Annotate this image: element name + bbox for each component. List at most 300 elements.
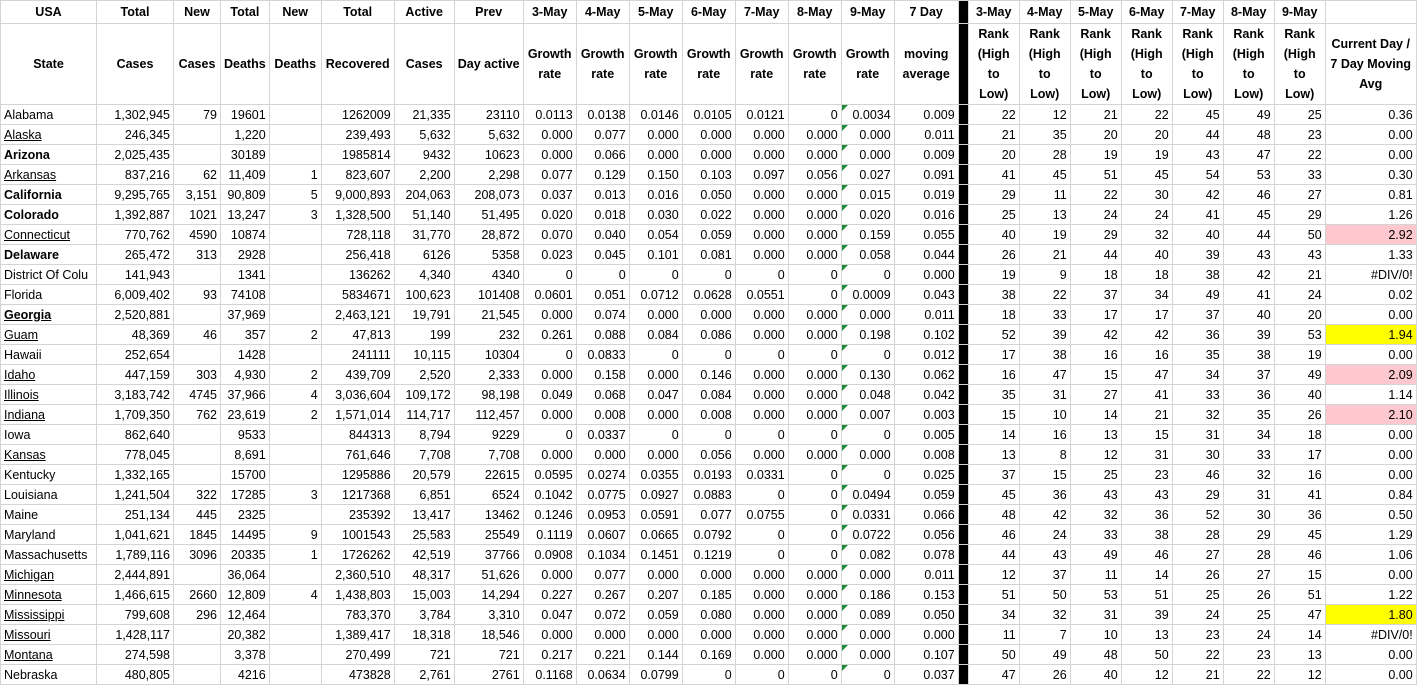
data-cell[interactable]: 39 (1121, 605, 1172, 625)
data-cell[interactable]: 0.84 (1325, 485, 1416, 505)
state-name-cell[interactable]: Louisiana (1, 485, 97, 505)
state-name-cell[interactable]: Delaware (1, 245, 97, 265)
data-cell[interactable]: 439,709 (321, 365, 394, 385)
data-cell[interactable]: 0.016 (629, 185, 682, 205)
data-cell[interactable]: 0.1168 (523, 665, 576, 685)
data-cell[interactable]: 0.000 (735, 625, 788, 645)
data-cell[interactable]: 0.50 (1325, 505, 1416, 525)
data-cell[interactable]: 1,709,350 (97, 405, 174, 425)
data-cell[interactable]: 48,317 (394, 565, 454, 585)
data-cell[interactable]: 0 (629, 345, 682, 365)
data-cell[interactable]: 761,646 (321, 445, 394, 465)
data-cell[interactable]: 15 (968, 405, 1019, 425)
data-cell[interactable]: 25 (968, 205, 1019, 225)
data-cell[interactable]: 0.1451 (629, 545, 682, 565)
data-cell[interactable]: 29 (1223, 525, 1274, 545)
column-header[interactable]: Total (97, 1, 174, 24)
data-cell[interactable]: 0.1034 (576, 545, 629, 565)
data-cell[interactable]: 0.00 (1325, 305, 1416, 325)
data-cell[interactable]: 42 (1019, 505, 1070, 525)
state-name-cell[interactable]: Montana (1, 645, 97, 665)
data-cell[interactable]: 0.056 (894, 525, 958, 545)
data-cell[interactable]: 0.000 (788, 205, 841, 225)
data-cell[interactable]: 39 (1223, 325, 1274, 345)
data-cell[interactable]: 0.198 (841, 325, 894, 345)
data-cell[interactable]: 33 (1172, 385, 1223, 405)
data-cell[interactable]: 0.000 (788, 605, 841, 625)
data-cell[interactable]: 480,805 (97, 665, 174, 685)
data-cell[interactable]: 0 (735, 425, 788, 445)
data-cell[interactable]: 21 (1019, 245, 1070, 265)
data-cell[interactable]: 41 (1121, 385, 1172, 405)
data-cell[interactable]: 38 (1121, 525, 1172, 545)
data-cell[interactable]: 0.00 (1325, 445, 1416, 465)
data-cell[interactable]: 0 (682, 345, 735, 365)
column-header[interactable]: Rank (High to Low) (1223, 24, 1274, 105)
data-cell[interactable]: 6524 (454, 485, 523, 505)
data-cell[interactable]: 20,579 (394, 465, 454, 485)
data-cell[interactable]: 0.000 (735, 605, 788, 625)
data-cell[interactable]: 36,064 (221, 565, 270, 585)
data-cell[interactable] (269, 225, 321, 245)
data-cell[interactable]: 40 (1223, 305, 1274, 325)
data-cell[interactable]: 0.081 (682, 245, 735, 265)
data-cell[interactable]: 0.1119 (523, 525, 576, 545)
data-cell[interactable]: 37,966 (221, 385, 270, 405)
data-cell[interactable]: 12,809 (221, 585, 270, 605)
data-cell[interactable]: 39 (1172, 245, 1223, 265)
column-separator[interactable] (958, 1, 968, 24)
data-cell[interactable]: 2 (269, 325, 321, 345)
data-cell[interactable]: 43 (1223, 245, 1274, 265)
data-cell[interactable]: 235392 (321, 505, 394, 525)
data-cell[interactable]: 21 (968, 125, 1019, 145)
data-cell[interactable]: 0.000 (629, 145, 682, 165)
data-cell[interactable]: 0.00 (1325, 345, 1416, 365)
data-cell[interactable]: 0.005 (894, 425, 958, 445)
data-cell[interactable]: 0.000 (735, 145, 788, 165)
data-cell[interactable]: 0.0927 (629, 485, 682, 505)
data-cell[interactable]: 24 (1019, 525, 1070, 545)
data-cell[interactable]: 26 (1019, 665, 1070, 685)
data-cell[interactable]: 3 (269, 485, 321, 505)
column-header[interactable]: Current Day / 7 Day Moving Avg (1325, 24, 1416, 105)
column-header[interactable]: Growth rate (841, 24, 894, 105)
column-separator[interactable] (958, 145, 968, 165)
data-cell[interactable]: 303 (174, 365, 221, 385)
data-cell[interactable]: 9432 (394, 145, 454, 165)
data-cell[interactable]: 0.030 (629, 205, 682, 225)
data-cell[interactable]: 7,708 (394, 445, 454, 465)
data-cell[interactable]: 1 (269, 545, 321, 565)
data-cell[interactable]: 42,519 (394, 545, 454, 565)
state-name-cell[interactable]: Colorado (1, 205, 97, 225)
data-cell[interactable] (174, 645, 221, 665)
data-cell[interactable]: 2761 (454, 665, 523, 685)
data-cell[interactable]: 33 (1274, 165, 1325, 185)
data-cell[interactable]: 42 (1121, 325, 1172, 345)
data-cell[interactable]: 0.066 (894, 505, 958, 525)
data-cell[interactable]: 33 (1223, 445, 1274, 465)
data-cell[interactable]: 274,598 (97, 645, 174, 665)
data-cell[interactable]: 0.000 (735, 565, 788, 585)
data-cell[interactable]: 1.29 (1325, 525, 1416, 545)
data-cell[interactable]: 0.084 (682, 385, 735, 405)
state-name-cell[interactable]: Massachusetts (1, 545, 97, 565)
data-cell[interactable]: 29 (1172, 485, 1223, 505)
data-cell[interactable]: 13 (1121, 625, 1172, 645)
data-cell[interactable]: 0.007 (841, 405, 894, 425)
data-cell[interactable]: 0.018 (576, 205, 629, 225)
data-cell[interactable]: 0 (735, 545, 788, 565)
data-cell[interactable]: 0 (735, 345, 788, 365)
data-cell[interactable]: 0.086 (682, 325, 735, 345)
data-cell[interactable]: 0 (788, 285, 841, 305)
data-cell[interactable]: 0.050 (682, 185, 735, 205)
data-cell[interactable]: 20 (968, 145, 1019, 165)
data-cell[interactable]: 30189 (221, 145, 270, 165)
data-cell[interactable]: 0.000 (682, 625, 735, 645)
data-cell[interactable]: 0.1042 (523, 485, 576, 505)
data-cell[interactable]: 721 (394, 645, 454, 665)
column-header[interactable]: 3-May (523, 1, 576, 24)
data-cell[interactable]: 47 (1274, 605, 1325, 625)
data-cell[interactable]: 16 (1274, 465, 1325, 485)
data-cell[interactable]: 0.150 (629, 165, 682, 185)
data-cell[interactable]: 1726262 (321, 545, 394, 565)
data-cell[interactable]: 16 (1019, 425, 1070, 445)
data-cell[interactable]: 0.077 (523, 165, 576, 185)
data-cell[interactable]: 16 (1070, 345, 1121, 365)
data-cell[interactable]: 36 (1274, 505, 1325, 525)
column-separator[interactable] (958, 645, 968, 665)
data-cell[interactable]: 2,333 (454, 365, 523, 385)
data-cell[interactable]: 0 (841, 465, 894, 485)
data-cell[interactable]: 93 (174, 285, 221, 305)
data-cell[interactable]: 53 (1274, 325, 1325, 345)
data-cell[interactable]: 21 (1070, 105, 1121, 125)
data-cell[interactable]: 49 (1172, 285, 1223, 305)
data-cell[interactable]: 0.040 (576, 225, 629, 245)
data-cell[interactable]: 0.000 (788, 385, 841, 405)
data-cell[interactable]: 25,583 (394, 525, 454, 545)
data-cell[interactable]: 27 (1172, 545, 1223, 565)
data-cell[interactable]: 1428 (221, 345, 270, 365)
column-header[interactable]: Growth rate (576, 24, 629, 105)
data-cell[interactable]: 3,151 (174, 185, 221, 205)
state-name-cell[interactable]: District Of Colu (1, 265, 97, 285)
state-name-cell[interactable]: Michigan (1, 565, 97, 585)
data-cell[interactable]: 0.0105 (682, 105, 735, 125)
data-cell[interactable]: 0.080 (682, 605, 735, 625)
data-cell[interactable]: 1,428,117 (97, 625, 174, 645)
data-cell[interactable]: 23 (1274, 125, 1325, 145)
data-cell[interactable]: 13 (1070, 425, 1121, 445)
column-separator[interactable] (958, 485, 968, 505)
data-cell[interactable]: 1341 (221, 265, 270, 285)
column-header[interactable]: Deaths (269, 24, 321, 105)
data-cell[interactable]: 25 (1274, 105, 1325, 125)
data-cell[interactable]: 0.0628 (682, 285, 735, 305)
data-cell[interactable]: 0.0591 (629, 505, 682, 525)
data-cell[interactable]: 0 (788, 525, 841, 545)
data-cell[interactable]: 1.06 (1325, 545, 1416, 565)
data-cell[interactable]: 0.000 (735, 305, 788, 325)
data-cell[interactable]: 31 (1019, 385, 1070, 405)
data-cell[interactable]: 0.153 (894, 585, 958, 605)
data-cell[interactable]: 31,770 (394, 225, 454, 245)
data-cell[interactable]: 0.000 (735, 185, 788, 205)
data-cell[interactable]: 15 (1274, 565, 1325, 585)
data-cell[interactable]: 0.000 (523, 405, 576, 425)
data-cell[interactable] (269, 625, 321, 645)
data-cell[interactable]: 13462 (454, 505, 523, 525)
data-cell[interactable]: 2,298 (454, 165, 523, 185)
data-cell[interactable]: 0 (788, 505, 841, 525)
data-cell[interactable]: 51 (968, 585, 1019, 605)
data-cell[interactable]: 10,115 (394, 345, 454, 365)
data-cell[interactable]: 20 (1070, 125, 1121, 145)
data-cell[interactable]: 0.000 (788, 305, 841, 325)
data-cell[interactable]: 0 (788, 425, 841, 445)
data-cell[interactable]: 0 (788, 265, 841, 285)
data-cell[interactable]: 28 (1019, 145, 1070, 165)
data-cell[interactable]: 42 (1070, 325, 1121, 345)
data-cell[interactable]: 0.043 (894, 285, 958, 305)
data-cell[interactable]: 252,654 (97, 345, 174, 365)
column-header[interactable]: New (269, 1, 321, 24)
state-name-cell[interactable]: Arizona (1, 145, 97, 165)
data-cell[interactable]: 15,003 (394, 585, 454, 605)
data-cell[interactable]: 1.26 (1325, 205, 1416, 225)
data-cell[interactable]: 0.000 (788, 565, 841, 585)
data-cell[interactable]: 1001543 (321, 525, 394, 545)
data-cell[interactable]: 50 (1019, 585, 1070, 605)
data-cell[interactable]: 0.000 (841, 145, 894, 165)
data-cell[interactable]: 112,457 (454, 405, 523, 425)
column-separator[interactable] (958, 465, 968, 485)
data-cell[interactable]: 0.0138 (576, 105, 629, 125)
data-cell[interactable]: 0.000 (841, 625, 894, 645)
column-header[interactable]: 9-May (841, 1, 894, 24)
data-cell[interactable]: 0.000 (894, 625, 958, 645)
data-cell[interactable]: 0.077 (682, 505, 735, 525)
data-cell[interactable]: 46 (1121, 545, 1172, 565)
data-cell[interactable]: 11 (968, 625, 1019, 645)
data-cell[interactable]: 2.09 (1325, 365, 1416, 385)
data-cell[interactable]: 45 (1172, 105, 1223, 125)
column-header[interactable]: Rank (High to Low) (1172, 24, 1223, 105)
data-cell[interactable]: 0.000 (735, 325, 788, 345)
data-cell[interactable]: 0.000 (523, 565, 576, 585)
data-cell[interactable]: 50 (1274, 225, 1325, 245)
state-name-cell[interactable]: Nebraska (1, 665, 97, 685)
data-cell[interactable]: 15 (1121, 425, 1172, 445)
column-separator[interactable] (958, 565, 968, 585)
data-cell[interactable]: 0.0792 (682, 525, 735, 545)
data-cell[interactable]: 0.000 (576, 625, 629, 645)
data-cell[interactable]: 101408 (454, 285, 523, 305)
data-cell[interactable]: 0 (629, 265, 682, 285)
state-name-cell[interactable]: Minnesota (1, 585, 97, 605)
data-cell[interactable]: 16 (1121, 345, 1172, 365)
column-header[interactable]: Growth rate (735, 24, 788, 105)
data-cell[interactable]: 43 (1172, 145, 1223, 165)
data-cell[interactable]: 0 (682, 425, 735, 445)
data-cell[interactable]: 721 (454, 645, 523, 665)
column-header[interactable]: State (1, 24, 97, 105)
state-name-cell[interactable]: California (1, 185, 97, 205)
data-cell[interactable]: 0.082 (841, 545, 894, 565)
state-name-cell[interactable]: Idaho (1, 365, 97, 385)
column-header[interactable]: Cases (394, 24, 454, 105)
data-cell[interactable]: 47 (968, 665, 1019, 685)
data-cell[interactable]: 13 (1274, 645, 1325, 665)
data-cell[interactable]: 23,619 (221, 405, 270, 425)
data-cell[interactable]: 10623 (454, 145, 523, 165)
data-cell[interactable] (174, 425, 221, 445)
column-separator[interactable] (958, 425, 968, 445)
column-header[interactable]: 5-May (1070, 1, 1121, 24)
data-cell[interactable]: 0.0009 (841, 285, 894, 305)
data-cell[interactable]: 0.0665 (629, 525, 682, 545)
data-cell[interactable]: 18 (1121, 265, 1172, 285)
data-cell[interactable]: 1 (269, 165, 321, 185)
data-cell[interactable]: 37 (1019, 565, 1070, 585)
data-cell[interactable]: 43 (1274, 245, 1325, 265)
data-cell[interactable]: 2,761 (394, 665, 454, 685)
data-cell[interactable]: 2,025,435 (97, 145, 174, 165)
data-cell[interactable]: 44 (1070, 245, 1121, 265)
data-cell[interactable]: 8,691 (221, 445, 270, 465)
data-cell[interactable]: 204,063 (394, 185, 454, 205)
data-cell[interactable]: 7,708 (454, 445, 523, 465)
data-cell[interactable]: 5 (269, 185, 321, 205)
data-cell[interactable]: 208,073 (454, 185, 523, 205)
data-cell[interactable]: 22 (1070, 185, 1121, 205)
data-cell[interactable]: 0 (841, 665, 894, 685)
data-cell[interactable]: 837,216 (97, 165, 174, 185)
data-cell[interactable]: 0.169 (682, 645, 735, 665)
data-cell[interactable]: 22 (1172, 645, 1223, 665)
data-cell[interactable]: 4745 (174, 385, 221, 405)
data-cell[interactable]: 23 (1223, 645, 1274, 665)
data-cell[interactable] (269, 645, 321, 665)
data-cell[interactable]: 48 (1070, 645, 1121, 665)
data-cell[interactable] (269, 265, 321, 285)
data-cell[interactable]: 0.00 (1325, 145, 1416, 165)
data-cell[interactable]: 1,438,803 (321, 585, 394, 605)
data-cell[interactable]: 22 (1274, 145, 1325, 165)
data-cell[interactable]: 0.0799 (629, 665, 682, 685)
data-cell[interactable]: 26 (1223, 585, 1274, 605)
data-cell[interactable]: 39 (1019, 325, 1070, 345)
data-cell[interactable]: #DIV/0! (1325, 625, 1416, 645)
data-cell[interactable]: 41 (1223, 285, 1274, 305)
data-cell[interactable]: 40 (1121, 245, 1172, 265)
data-cell[interactable]: 3,378 (221, 645, 270, 665)
column-separator[interactable] (958, 525, 968, 545)
data-cell[interactable]: 32 (1223, 465, 1274, 485)
data-cell[interactable]: 0.000 (735, 365, 788, 385)
column-separator[interactable] (958, 405, 968, 425)
column-header[interactable]: Active (394, 1, 454, 24)
data-cell[interactable]: 0.0121 (735, 105, 788, 125)
data-cell[interactable]: 357 (221, 325, 270, 345)
data-cell[interactable]: 46 (968, 525, 1019, 545)
data-cell[interactable]: 17 (968, 345, 1019, 365)
data-cell[interactable]: 2928 (221, 245, 270, 265)
data-cell[interactable]: 1,789,116 (97, 545, 174, 565)
data-cell[interactable]: 40 (968, 225, 1019, 245)
data-cell[interactable]: 0.027 (841, 165, 894, 185)
data-cell[interactable]: 3,784 (394, 605, 454, 625)
data-cell[interactable]: 31 (1172, 425, 1223, 445)
data-cell[interactable]: 35 (1019, 125, 1070, 145)
column-header[interactable]: 4-May (576, 1, 629, 24)
column-header[interactable]: 6-May (1121, 1, 1172, 24)
data-cell[interactable]: 4216 (221, 665, 270, 685)
data-cell[interactable]: 36 (1121, 505, 1172, 525)
data-cell[interactable] (269, 505, 321, 525)
data-cell[interactable]: 74108 (221, 285, 270, 305)
data-cell[interactable]: 45 (1019, 165, 1070, 185)
data-cell[interactable]: 445 (174, 505, 221, 525)
data-cell[interactable]: 17285 (221, 485, 270, 505)
data-cell[interactable]: 141,943 (97, 265, 174, 285)
column-separator[interactable] (958, 245, 968, 265)
data-cell[interactable]: 1262009 (321, 105, 394, 125)
data-cell[interactable]: 9533 (221, 425, 270, 445)
data-cell[interactable]: 0.000 (682, 305, 735, 325)
data-cell[interactable]: 37766 (454, 545, 523, 565)
data-cell[interactable]: 1.94 (1325, 325, 1416, 345)
data-cell[interactable]: 23110 (454, 105, 523, 125)
data-cell[interactable]: 0.088 (576, 325, 629, 345)
column-header[interactable]: Rank (High to Low) (1070, 24, 1121, 105)
data-cell[interactable]: 0.81 (1325, 185, 1416, 205)
data-cell[interactable]: 0.0355 (629, 465, 682, 485)
data-cell[interactable]: 21 (1121, 405, 1172, 425)
data-cell[interactable]: 0.066 (576, 145, 629, 165)
data-cell[interactable]: 25 (1172, 585, 1223, 605)
data-cell[interactable]: 0.037 (523, 185, 576, 205)
data-cell[interactable]: 232 (454, 325, 523, 345)
data-cell[interactable]: 0.0193 (682, 465, 735, 485)
data-cell[interactable]: 0.0712 (629, 285, 682, 305)
data-cell[interactable]: 0.084 (629, 325, 682, 345)
data-cell[interactable]: 46 (1223, 185, 1274, 205)
column-header[interactable]: Rank (High to Low) (1121, 24, 1172, 105)
data-cell[interactable]: 0.000 (629, 405, 682, 425)
data-cell[interactable]: 20335 (221, 545, 270, 565)
data-cell[interactable]: 0.000 (682, 145, 735, 165)
data-cell[interactable]: 32 (1121, 225, 1172, 245)
column-header[interactable]: Rank (High to Low) (1019, 24, 1070, 105)
data-cell[interactable]: 0.044 (894, 245, 958, 265)
column-separator[interactable] (958, 445, 968, 465)
data-cell[interactable]: 2 (269, 365, 321, 385)
data-cell[interactable]: 8,794 (394, 425, 454, 445)
data-cell[interactable]: 0 (788, 345, 841, 365)
column-header[interactable] (1325, 1, 1416, 24)
data-cell[interactable]: 12 (1121, 665, 1172, 685)
data-cell[interactable]: 49 (1070, 545, 1121, 565)
data-cell[interactable]: 14495 (221, 525, 270, 545)
data-cell[interactable]: 4340 (454, 265, 523, 285)
column-header[interactable]: Rank (High to Low) (968, 24, 1019, 105)
data-cell[interactable]: 770,762 (97, 225, 174, 245)
